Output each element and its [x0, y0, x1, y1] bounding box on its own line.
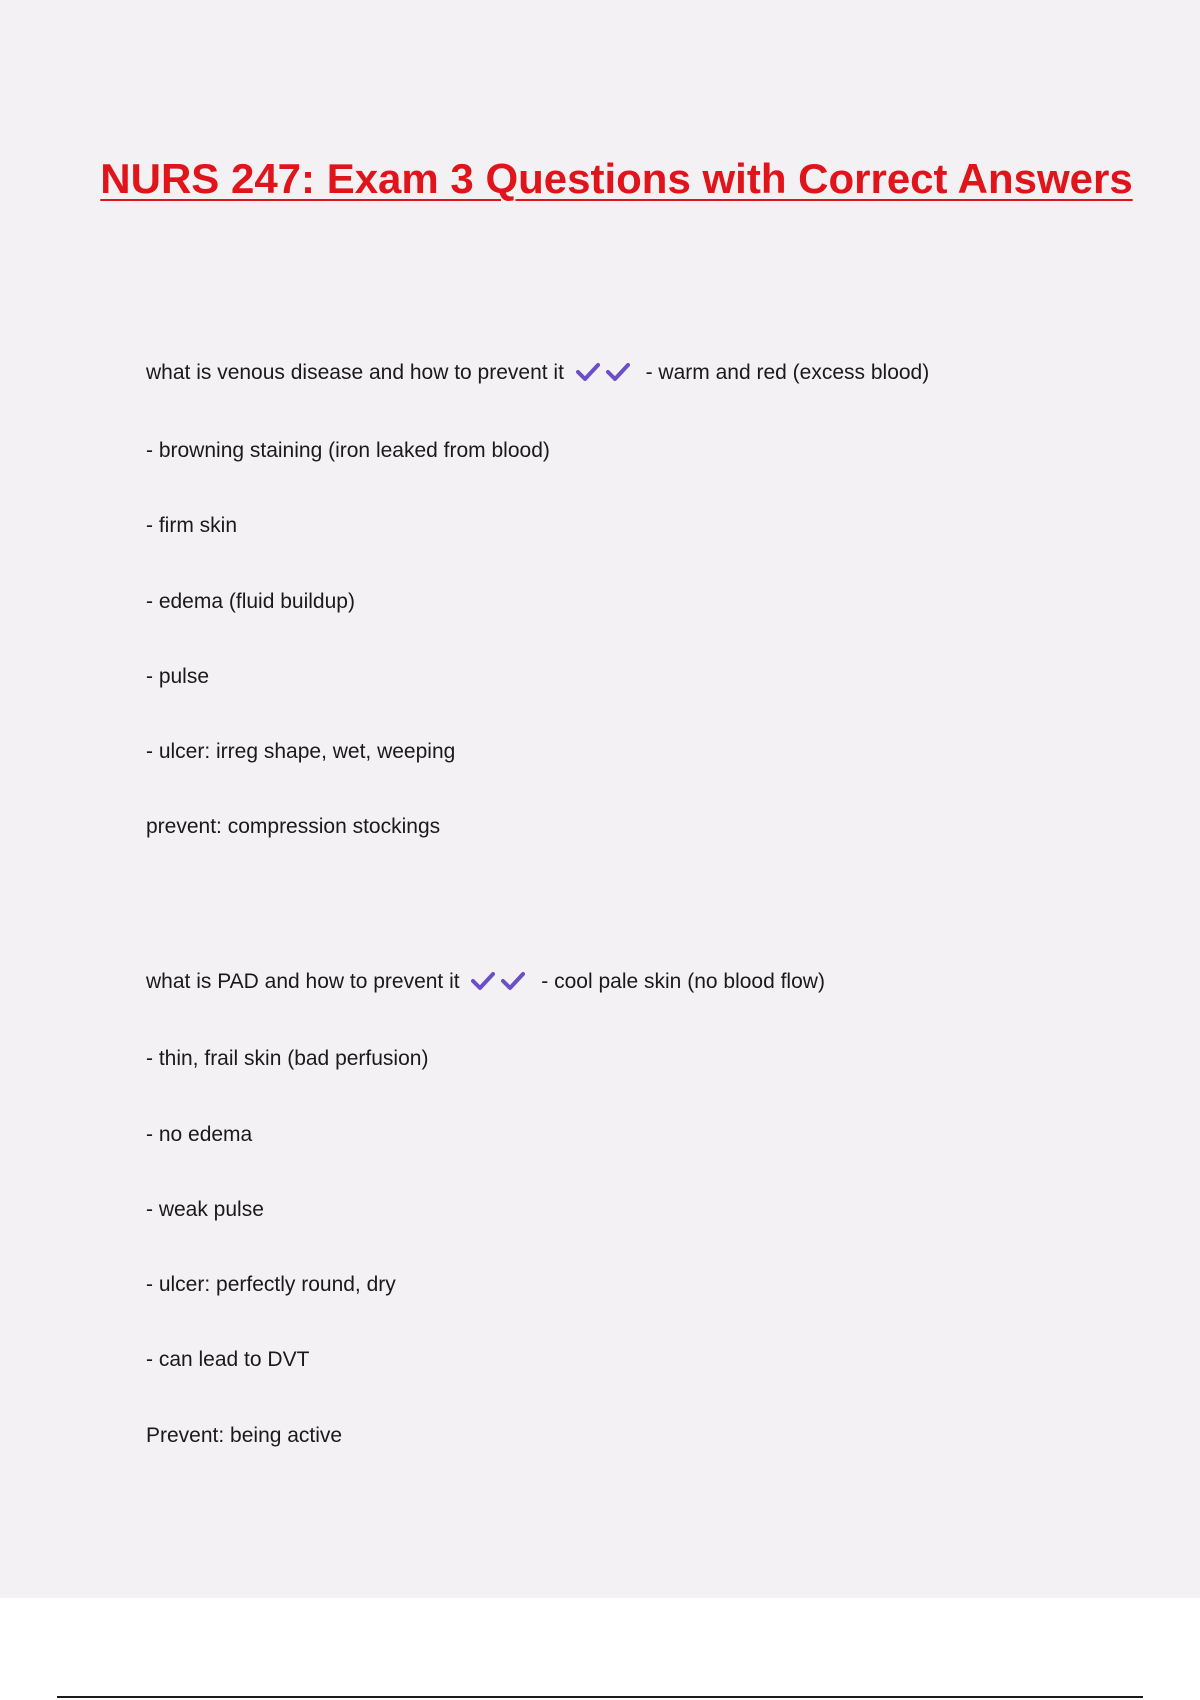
answer-line: - ulcer: perfectly round, dry — [146, 1273, 396, 1296]
check-icon — [471, 971, 495, 991]
answer-line: - ulcer: irreg shape, wet, weeping — [146, 740, 456, 763]
document-title: NURS 247: Exam 3 Questions with Correct Answers — [100, 155, 1133, 202]
check-marks — [471, 971, 531, 999]
answer-line: - browning staining (iron leaked from blood) — [146, 439, 550, 462]
answer-line: - pulse — [146, 665, 210, 688]
answer-line: - can lead to DVT — [146, 1348, 310, 1371]
question-row — [146, 968, 825, 999]
question-row — [146, 359, 929, 390]
answer-text: - cool pale skin (no blood flow) — [541, 970, 825, 993]
check-marks — [576, 362, 636, 390]
footer-divider — [57, 1696, 1143, 1698]
check-icon — [501, 971, 525, 991]
question-text: what is PAD and how to prevent it — [146, 970, 460, 993]
answer-line: - no edema — [146, 1123, 253, 1146]
answer-text: - warm and red (excess blood) — [645, 361, 930, 384]
check-icon — [606, 362, 630, 382]
answer-line: - weak pulse — [146, 1198, 264, 1221]
answer-line: - firm skin — [146, 514, 237, 537]
check-icon — [576, 362, 600, 382]
answer-line: - edema (fluid buildup) — [146, 590, 355, 613]
question-text: what is venous disease and how to prevent it — [146, 361, 564, 384]
prevention-line: prevent: compression stockings — [146, 815, 441, 838]
answer-line: - thin, frail skin (bad perfusion) — [146, 1047, 429, 1070]
prevention-line: Prevent: being active — [146, 1424, 343, 1447]
